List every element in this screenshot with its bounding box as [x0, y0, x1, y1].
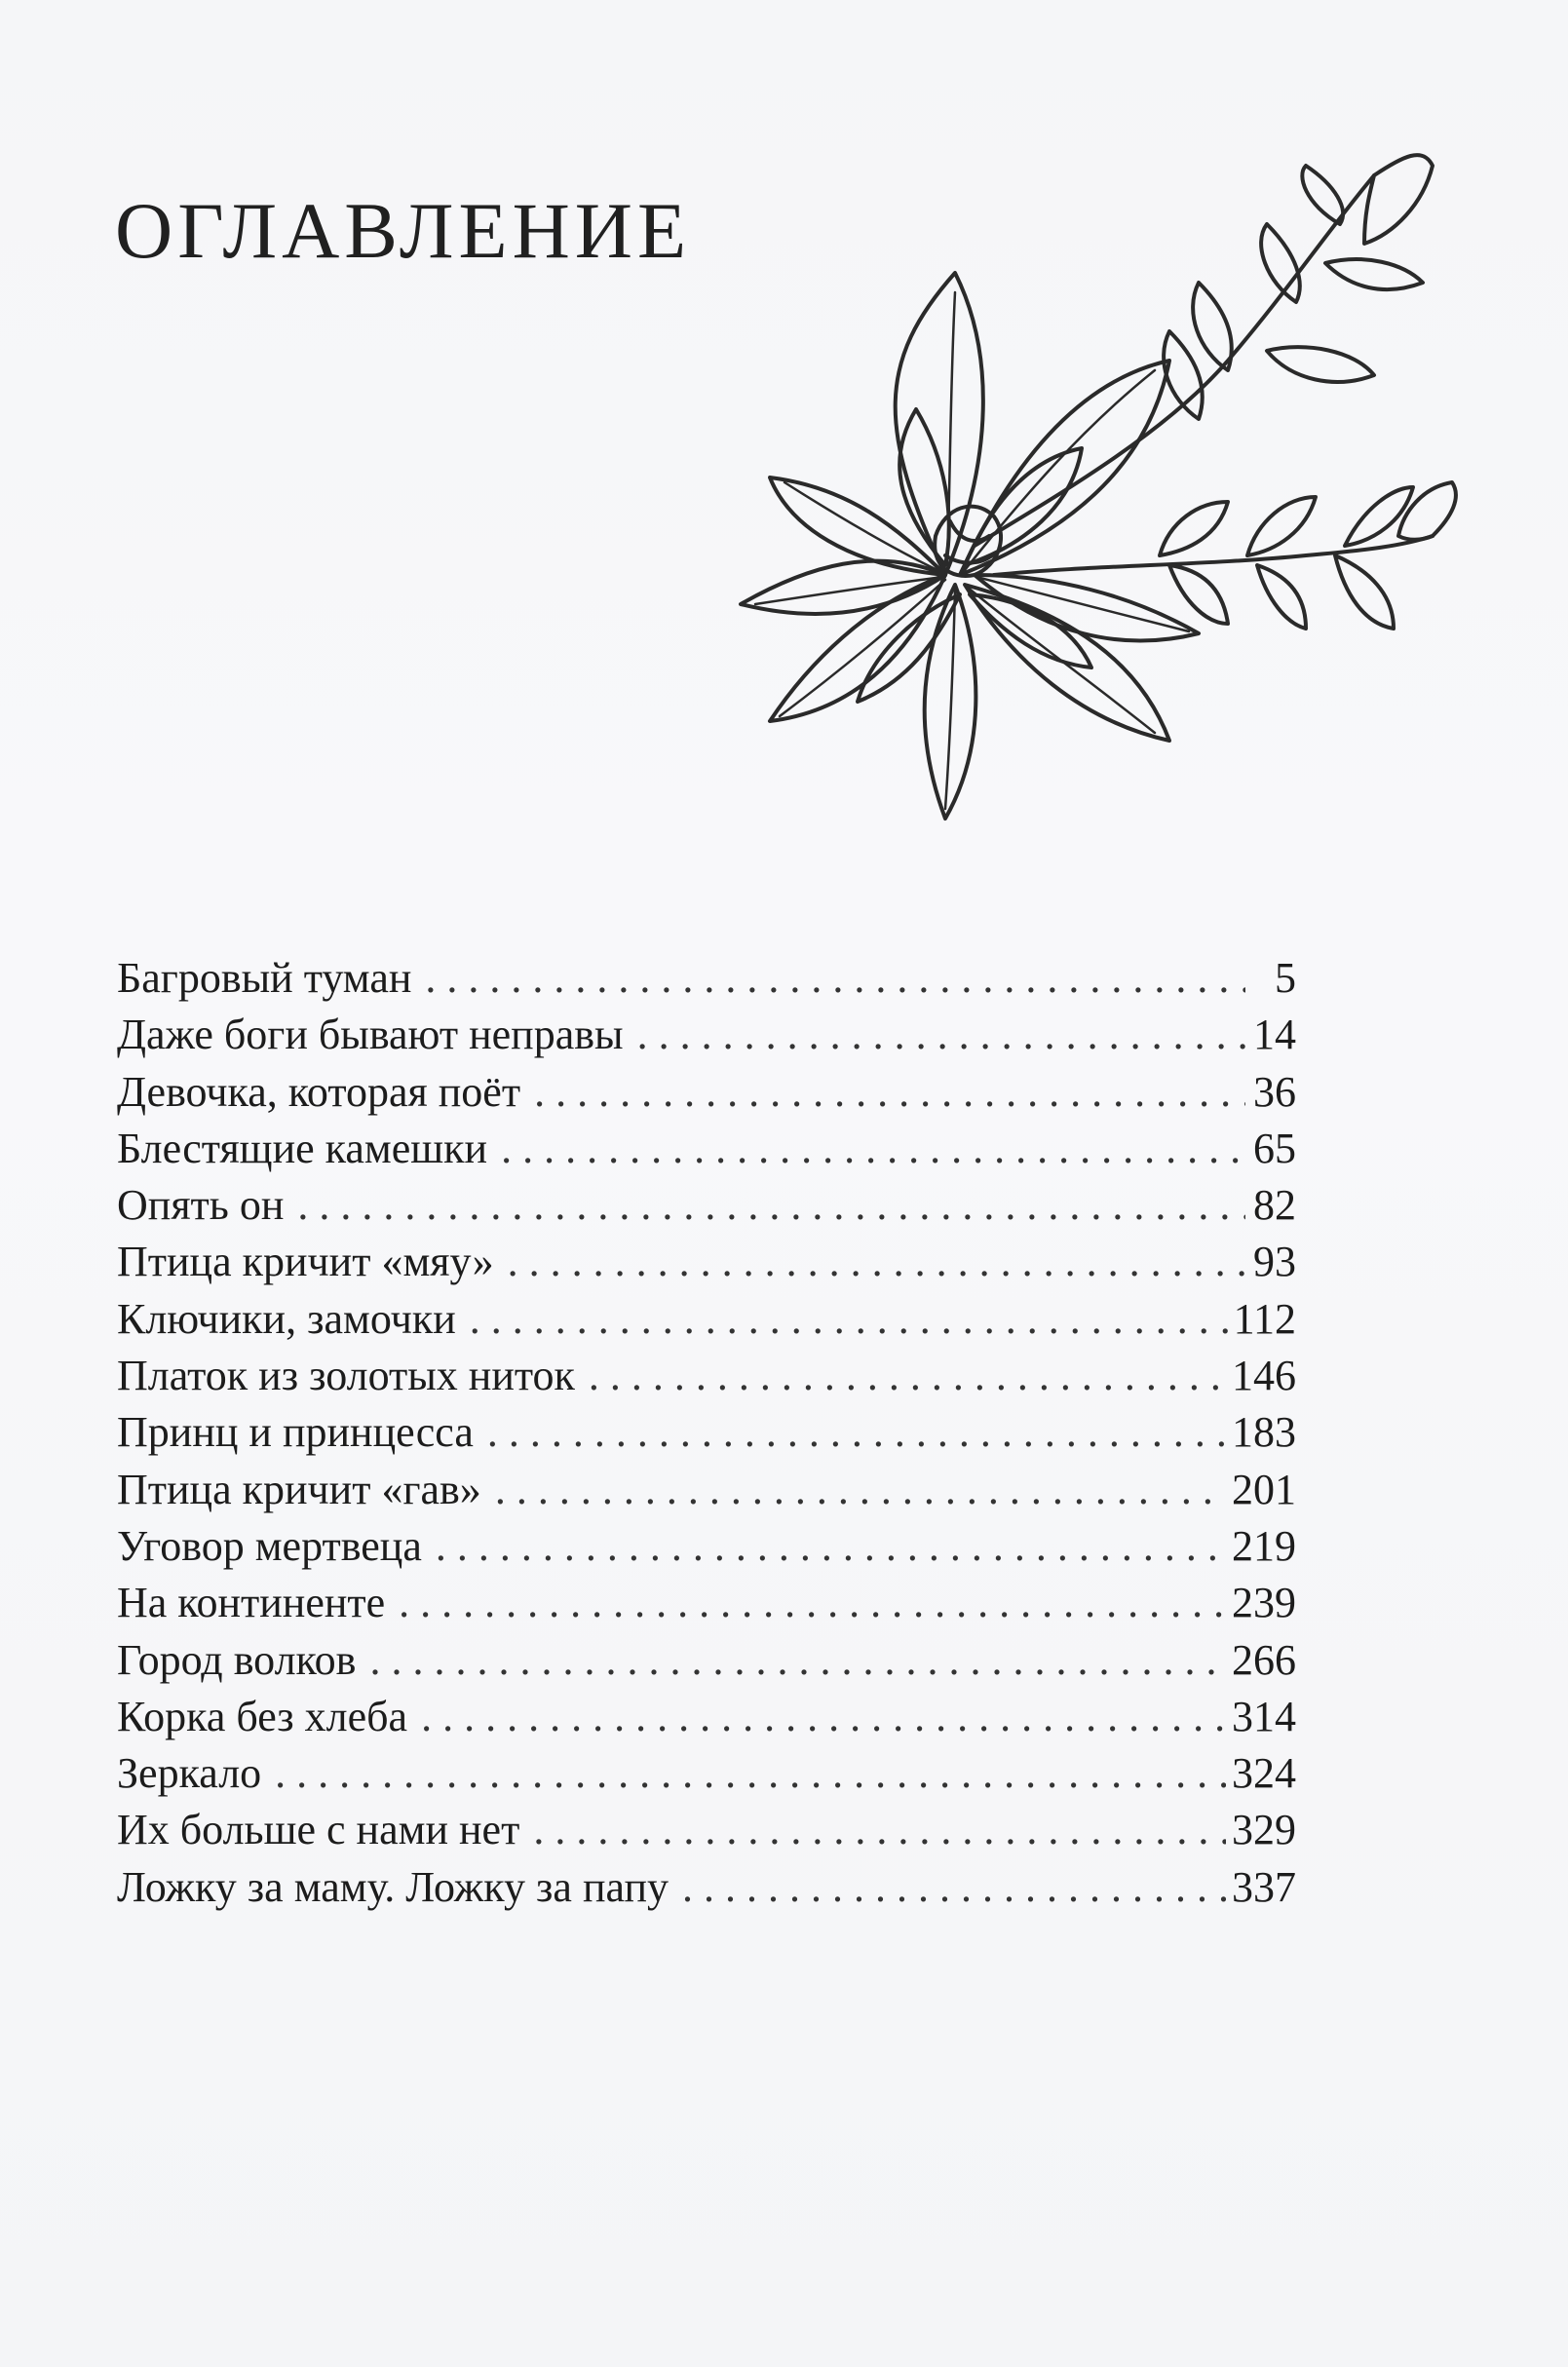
- toc-leader-dots: [508, 1234, 1245, 1290]
- toc-entry[interactable]: [117, 1802, 1296, 1858]
- toc-leader-dots: [436, 1518, 1226, 1575]
- toc-entry-title: Птица кричит «гав»: [117, 1465, 481, 1513]
- toc-entry-page: 14: [1253, 1011, 1296, 1059]
- table-of-contents: [117, 950, 1296, 1916]
- toc-leader-dots: [637, 1007, 1245, 1063]
- toc-entry[interactable]: [117, 950, 1296, 1007]
- toc-leader-dots: [534, 1064, 1245, 1121]
- toc-entry-title: На континенте: [117, 1579, 386, 1627]
- toc-entry[interactable]: [117, 1007, 1296, 1063]
- toc-leader-dots: [682, 1859, 1226, 1916]
- toc-entry-title: Даже боги бывают неправы: [117, 1011, 624, 1059]
- toc-leader-dots: [369, 1632, 1226, 1689]
- toc-entry-page: 65: [1253, 1124, 1296, 1172]
- toc-entry-title: Ключики, замочки: [117, 1294, 456, 1343]
- toc-entry-title: Девочка, которая поёт: [117, 1067, 521, 1116]
- toc-entry[interactable]: [117, 1745, 1296, 1802]
- toc-entry-title: Принц и принцесса: [117, 1408, 474, 1457]
- toc-entry[interactable]: [117, 1234, 1296, 1290]
- toc-entry-title: Их больше с нами нет: [117, 1806, 520, 1854]
- toc-entry[interactable]: [117, 1064, 1296, 1121]
- toc-leader-dots: [399, 1575, 1226, 1631]
- toc-entry[interactable]: [117, 1859, 1296, 1916]
- toc-entry-title: Город волков: [117, 1635, 357, 1684]
- toc-entry-title: Багровый туман: [117, 954, 412, 1002]
- toc-leader-dots: [470, 1291, 1228, 1348]
- toc-entry-title: Опять он: [117, 1181, 285, 1230]
- toc-entry[interactable]: [117, 1632, 1296, 1689]
- toc-entry-title: Птица кричит «мяу»: [117, 1238, 494, 1286]
- toc-leader-dots: [421, 1689, 1226, 1745]
- toc-leader-dots: [533, 1802, 1226, 1858]
- toc-entry-page: 183: [1232, 1408, 1296, 1457]
- toc-entry[interactable]: [117, 1404, 1296, 1461]
- toc-entry-page: 337: [1232, 1862, 1296, 1911]
- toc-entry-page: 82: [1253, 1181, 1296, 1230]
- toc-leader-dots: [487, 1404, 1226, 1461]
- toc-entry-page: 329: [1232, 1806, 1296, 1854]
- toc-entry-page: 112: [1233, 1294, 1296, 1343]
- toc-leader-dots: [589, 1348, 1226, 1404]
- page-title: ОГЛАВЛЕНИЕ: [115, 186, 692, 275]
- toc-entry-title: Зеркало: [117, 1749, 262, 1798]
- flower-illustration-icon: [624, 136, 1462, 897]
- toc-entry-page: 324: [1232, 1749, 1296, 1798]
- toc-entry[interactable]: [117, 1575, 1296, 1631]
- toc-entry-page: 93: [1253, 1238, 1296, 1286]
- toc-entry[interactable]: [117, 1177, 1296, 1234]
- toc-leader-dots: [495, 1462, 1226, 1518]
- toc-entry-title: Платок из золотых ниток: [117, 1352, 575, 1400]
- toc-entry-page: 239: [1232, 1579, 1296, 1627]
- toc-entry[interactable]: [117, 1462, 1296, 1518]
- toc-entry[interactable]: [117, 1348, 1296, 1404]
- toc-leader-dots: [501, 1121, 1245, 1177]
- toc-entry[interactable]: [117, 1121, 1296, 1177]
- toc-leader-dots: [275, 1745, 1226, 1802]
- toc-entry-page: 219: [1232, 1521, 1296, 1570]
- toc-entry-page: 5: [1275, 954, 1296, 1002]
- toc-entry-page: 314: [1232, 1692, 1296, 1740]
- toc-entry-title: Корка без хлеба: [117, 1692, 408, 1740]
- toc-entry-title: Уговор мертвеца: [117, 1521, 422, 1570]
- toc-entry-page: 266: [1232, 1635, 1296, 1684]
- toc-entry[interactable]: [117, 1291, 1296, 1348]
- toc-entry-title: Ложку за маму. Ложку за папу: [117, 1862, 669, 1911]
- toc-entry-title: Блестящие камешки: [117, 1124, 488, 1172]
- toc-entry[interactable]: [117, 1689, 1296, 1745]
- toc-entry-page: 146: [1232, 1352, 1296, 1400]
- toc-entry-page: 36: [1253, 1067, 1296, 1116]
- toc-leader-dots: [425, 950, 1245, 1007]
- toc-leader-dots: [297, 1177, 1245, 1234]
- toc-entry-page: 201: [1232, 1465, 1296, 1513]
- toc-entry[interactable]: [117, 1518, 1296, 1575]
